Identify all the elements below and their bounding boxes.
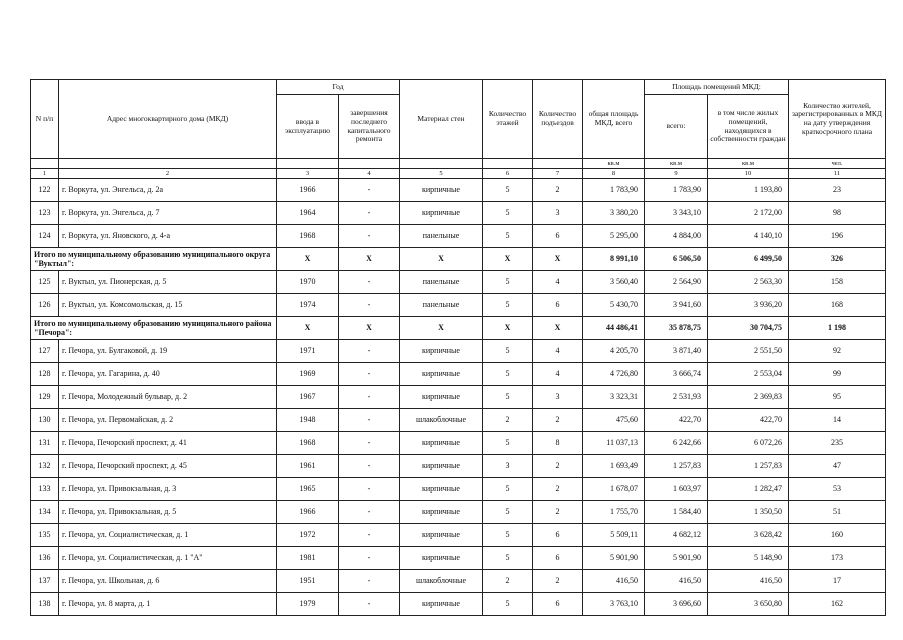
row-area-citizens: 4 140,10	[708, 225, 789, 248]
table-row	[31, 179, 886, 202]
table-row	[31, 524, 886, 547]
row-number: 132	[31, 455, 59, 478]
row-area-citizens: 2 553,04	[708, 363, 789, 386]
table-row	[31, 363, 886, 386]
unit-sqm-total: кв.м	[583, 159, 645, 169]
row-year-repair: -	[339, 524, 400, 547]
row-total-area: 416,50	[583, 570, 645, 593]
column-number: 6	[483, 169, 533, 179]
row-address: г. Печора, ул. Социалистическая, д. 1	[59, 524, 277, 547]
row-total-area: 1 783,90	[583, 179, 645, 202]
total-area-citizens-sum: 6 499,50	[708, 248, 789, 271]
row-total-area: 3 560,40	[583, 271, 645, 294]
row-address: г. Печора, ул. Школьная, д. 6	[59, 570, 277, 593]
row-year-repair: -	[339, 547, 400, 570]
row-number: 138	[31, 593, 59, 616]
row-area-citizens: 6 072,26	[708, 432, 789, 455]
row-entrances: 2	[533, 409, 583, 432]
row-number: 137	[31, 570, 59, 593]
row-entrances: 6	[533, 524, 583, 547]
column-number: 7	[533, 169, 583, 179]
row-address: г. Печора, Печорский проспект, д. 45	[59, 455, 277, 478]
column-number: 2	[59, 169, 277, 179]
table-row	[31, 547, 886, 570]
total-label: Итого по муниципальному образованию муниципального округа "Вуктыл":	[31, 248, 277, 271]
row-total-area: 3 323,31	[583, 386, 645, 409]
row-area-citizens: 422,70	[708, 409, 789, 432]
row-entrances: 6	[533, 294, 583, 317]
header-row-top	[31, 80, 886, 95]
row-address: г. Печора, ул. Привокзальная, д. 3	[59, 478, 277, 501]
row-total-area: 4 205,70	[583, 340, 645, 363]
row-year-repair: -	[339, 225, 400, 248]
row-residents: 98	[789, 202, 886, 225]
total-cell: X	[483, 317, 533, 340]
row-year-repair: -	[339, 570, 400, 593]
row-address: г. Воркута, ул. Яновского, д. 4-а	[59, 225, 277, 248]
row-year-commission: 1971	[277, 340, 339, 363]
total-cell: X	[533, 317, 583, 340]
column-number: 4	[339, 169, 400, 179]
row-floors: 5	[483, 271, 533, 294]
row-wall-material: кирпичные	[400, 179, 483, 202]
row-area-citizens: 1 282,47	[708, 478, 789, 501]
row-area-citizens: 3 628,42	[708, 524, 789, 547]
row-entrances: 3	[533, 386, 583, 409]
row-year-commission: 1966	[277, 501, 339, 524]
row-year-commission: 1972	[277, 524, 339, 547]
row-number: 126	[31, 294, 59, 317]
total-cell: X	[400, 317, 483, 340]
row-floors: 5	[483, 593, 533, 616]
total-cell: X	[339, 248, 400, 271]
row-year-repair: -	[339, 409, 400, 432]
col-header-area-citizens: в том числе жилых помещений, находящихся в собственности граждан	[708, 95, 789, 159]
col-header-year-group: Год	[277, 80, 400, 95]
row-area-citizens: 3 650,80	[708, 593, 789, 616]
unit-cell	[400, 159, 483, 169]
row-number: 123	[31, 202, 59, 225]
row-wall-material: кирпичные	[400, 593, 483, 616]
row-total-area: 4 726,80	[583, 363, 645, 386]
unit-cell	[339, 159, 400, 169]
row-total-area: 5 509,11	[583, 524, 645, 547]
row-wall-material: панельные	[400, 225, 483, 248]
row-residents: 160	[789, 524, 886, 547]
row-area-all: 1 783,90	[645, 179, 708, 202]
row-wall-material: шлакоблочные	[400, 409, 483, 432]
row-year-repair: -	[339, 593, 400, 616]
row-entrances: 8	[533, 432, 583, 455]
row-total-area: 3 763,10	[583, 593, 645, 616]
row-residents: 168	[789, 294, 886, 317]
units-row	[31, 159, 886, 169]
row-year-commission: 1974	[277, 294, 339, 317]
row-number: 133	[31, 478, 59, 501]
row-year-commission: 1951	[277, 570, 339, 593]
row-year-commission: 1961	[277, 455, 339, 478]
unit-sqm-all: кв.м	[645, 159, 708, 169]
row-floors: 5	[483, 547, 533, 570]
row-year-repair: -	[339, 271, 400, 294]
table-row	[31, 409, 886, 432]
unit-cell	[483, 159, 533, 169]
row-year-repair: -	[339, 294, 400, 317]
table-row	[31, 225, 886, 248]
row-year-commission: 1948	[277, 409, 339, 432]
row-entrances: 6	[533, 547, 583, 570]
row-address: г. Печора, ул. Социалистическая, д. 1 "А"	[59, 547, 277, 570]
row-year-commission: 1967	[277, 386, 339, 409]
row-residents: 53	[789, 478, 886, 501]
row-area-all: 1 584,40	[645, 501, 708, 524]
total-cell: X	[277, 317, 339, 340]
col-header-year-commission: ввода в эксплуатацию	[277, 95, 339, 159]
unit-cell	[31, 159, 59, 169]
row-year-repair: -	[339, 363, 400, 386]
row-wall-material: кирпичные	[400, 386, 483, 409]
table-row	[31, 478, 886, 501]
row-residents: 47	[789, 455, 886, 478]
row-floors: 5	[483, 386, 533, 409]
row-floors: 5	[483, 363, 533, 386]
total-area-sum: 8 991,10	[583, 248, 645, 271]
row-year-commission: 1968	[277, 225, 339, 248]
housing-register-table	[30, 79, 886, 616]
unit-cell	[533, 159, 583, 169]
row-year-commission: 1965	[277, 478, 339, 501]
column-number: 9	[645, 169, 708, 179]
row-area-citizens: 2 369,83	[708, 386, 789, 409]
col-header-area-group: Площадь помещений МКД:	[645, 80, 789, 95]
row-year-commission: 1970	[277, 271, 339, 294]
unit-people: чел.	[789, 159, 886, 169]
row-address: г. Воркута, ул. Энгельса, д. 2а	[59, 179, 277, 202]
row-entrances: 2	[533, 570, 583, 593]
row-year-commission: 1964	[277, 202, 339, 225]
table-row	[31, 294, 886, 317]
row-number: 127	[31, 340, 59, 363]
row-area-all: 3 941,60	[645, 294, 708, 317]
row-total-area: 1 755,70	[583, 501, 645, 524]
row-floors: 5	[483, 501, 533, 524]
row-year-repair: -	[339, 455, 400, 478]
row-residents: 14	[789, 409, 886, 432]
row-total-area: 5 295,00	[583, 225, 645, 248]
row-address: г. Воркута, ул. Энгельса, д. 7	[59, 202, 277, 225]
row-year-repair: -	[339, 179, 400, 202]
row-number: 135	[31, 524, 59, 547]
row-area-all: 6 242,66	[645, 432, 708, 455]
row-year-commission: 1968	[277, 432, 339, 455]
row-residents: 92	[789, 340, 886, 363]
total-label: Итого по муниципальному образованию муниципального района "Печора":	[31, 317, 277, 340]
row-floors: 5	[483, 225, 533, 248]
row-area-citizens: 2 563,30	[708, 271, 789, 294]
total-cell: X	[533, 248, 583, 271]
table-row	[31, 593, 886, 616]
row-residents: 99	[789, 363, 886, 386]
row-entrances: 6	[533, 593, 583, 616]
column-number: 11	[789, 169, 886, 179]
row-area-citizens: 2 551,50	[708, 340, 789, 363]
row-area-all: 1 603,97	[645, 478, 708, 501]
row-residents: 162	[789, 593, 886, 616]
row-number: 136	[31, 547, 59, 570]
row-wall-material: панельные	[400, 294, 483, 317]
row-area-citizens: 5 148,90	[708, 547, 789, 570]
column-number-row	[31, 169, 886, 179]
column-number: 8	[583, 169, 645, 179]
row-number: 124	[31, 225, 59, 248]
row-entrances: 4	[533, 271, 583, 294]
row-number: 131	[31, 432, 59, 455]
row-floors: 2	[483, 570, 533, 593]
table-body	[31, 179, 886, 616]
row-total-area: 5 901,90	[583, 547, 645, 570]
row-address: г. Печора, ул. Булгаковой, д. 19	[59, 340, 277, 363]
row-area-all: 2 564,90	[645, 271, 708, 294]
row-entrances: 4	[533, 340, 583, 363]
total-residents-sum: 1 198	[789, 317, 886, 340]
row-area-citizens: 416,50	[708, 570, 789, 593]
row-total-area: 11 037,13	[583, 432, 645, 455]
row-year-commission: 1966	[277, 179, 339, 202]
total-cell: X	[400, 248, 483, 271]
row-wall-material: кирпичные	[400, 547, 483, 570]
col-header-material: Материал стен	[400, 80, 483, 159]
row-entrances: 2	[533, 455, 583, 478]
row-entrances: 3	[533, 202, 583, 225]
row-floors: 5	[483, 524, 533, 547]
row-wall-material: кирпичные	[400, 501, 483, 524]
table-row	[31, 455, 886, 478]
row-wall-material: кирпичные	[400, 202, 483, 225]
row-area-citizens: 1 257,83	[708, 455, 789, 478]
row-year-repair: -	[339, 202, 400, 225]
row-year-repair: -	[339, 478, 400, 501]
row-area-all: 2 531,93	[645, 386, 708, 409]
row-wall-material: кирпичные	[400, 432, 483, 455]
row-residents: 235	[789, 432, 886, 455]
row-total-area: 1 678,07	[583, 478, 645, 501]
row-address: г. Печора, ул. Первомайская, д. 2	[59, 409, 277, 432]
row-number: 134	[31, 501, 59, 524]
row-address: г. Печора, Печорский проспект, д. 41	[59, 432, 277, 455]
row-wall-material: панельные	[400, 271, 483, 294]
row-total-area: 5 430,70	[583, 294, 645, 317]
table-row	[31, 570, 886, 593]
row-year-commission: 1979	[277, 593, 339, 616]
row-floors: 5	[483, 202, 533, 225]
row-wall-material: кирпичные	[400, 340, 483, 363]
row-floors: 2	[483, 409, 533, 432]
row-address: г. Вуктыл, ул. Комсомольская, д. 15	[59, 294, 277, 317]
row-residents: 51	[789, 501, 886, 524]
row-area-all: 422,70	[645, 409, 708, 432]
row-entrances: 2	[533, 179, 583, 202]
total-cell: X	[339, 317, 400, 340]
col-header-entrances: Количество подъездов	[533, 80, 583, 159]
table-row	[31, 202, 886, 225]
row-residents: 196	[789, 225, 886, 248]
row-number: 125	[31, 271, 59, 294]
table-row	[31, 271, 886, 294]
row-area-all: 4 884,00	[645, 225, 708, 248]
total-row	[31, 248, 886, 271]
col-header-year-repair: завершения последнего капитального ремонта	[339, 95, 400, 159]
row-residents: 17	[789, 570, 886, 593]
row-floors: 5	[483, 179, 533, 202]
col-header-address: Адрес многоквартирного дома (МКД)	[59, 80, 277, 159]
row-total-area: 3 380,20	[583, 202, 645, 225]
total-area-all-sum: 35 878,75	[645, 317, 708, 340]
row-area-citizens: 2 172,00	[708, 202, 789, 225]
total-area-citizens-sum: 30 704,75	[708, 317, 789, 340]
column-number: 1	[31, 169, 59, 179]
row-area-all: 3 871,40	[645, 340, 708, 363]
row-year-repair: -	[339, 501, 400, 524]
row-year-repair: -	[339, 340, 400, 363]
row-wall-material: кирпичные	[400, 455, 483, 478]
row-area-all: 3 666,74	[645, 363, 708, 386]
row-residents: 158	[789, 271, 886, 294]
row-entrances: 6	[533, 225, 583, 248]
row-residents: 95	[789, 386, 886, 409]
col-header-total-area: общая площадь МКД, всего	[583, 80, 645, 159]
row-year-commission: 1969	[277, 363, 339, 386]
row-area-all: 3 696,60	[645, 593, 708, 616]
total-area-all-sum: 6 506,50	[645, 248, 708, 271]
row-wall-material: кирпичные	[400, 363, 483, 386]
row-wall-material: кирпичные	[400, 478, 483, 501]
row-residents: 173	[789, 547, 886, 570]
row-entrances: 4	[533, 363, 583, 386]
total-cell: X	[483, 248, 533, 271]
row-address: г. Вуктыл, ул. Пионерская, д. 5	[59, 271, 277, 294]
row-address: г. Печора, Молодежный бульвар, д. 2	[59, 386, 277, 409]
row-wall-material: кирпичные	[400, 524, 483, 547]
row-floors: 5	[483, 340, 533, 363]
unit-sqm-citizens: кв.м	[708, 159, 789, 169]
row-wall-material: шлакоблочные	[400, 570, 483, 593]
column-number: 10	[708, 169, 789, 179]
row-floors: 3	[483, 455, 533, 478]
total-area-sum: 44 486,41	[583, 317, 645, 340]
row-area-citizens: 1 193,80	[708, 179, 789, 202]
row-year-repair: -	[339, 432, 400, 455]
row-floors: 5	[483, 432, 533, 455]
row-number: 128	[31, 363, 59, 386]
total-residents-sum: 326	[789, 248, 886, 271]
row-area-all: 1 257,83	[645, 455, 708, 478]
col-header-floors: Количество этажей	[483, 80, 533, 159]
row-number: 129	[31, 386, 59, 409]
row-total-area: 1 693,49	[583, 455, 645, 478]
total-row	[31, 317, 886, 340]
row-area-all: 3 343,10	[645, 202, 708, 225]
table-row	[31, 340, 886, 363]
col-header-residents: Количество жителей, зарегистрированных в МКД на дату утверждения краткосрочного плана	[789, 80, 886, 159]
unit-cell	[277, 159, 339, 169]
row-address: г. Печора, ул. Привокзальная, д. 5	[59, 501, 277, 524]
row-entrances: 2	[533, 478, 583, 501]
table-row	[31, 501, 886, 524]
row-floors: 5	[483, 294, 533, 317]
row-total-area: 475,60	[583, 409, 645, 432]
row-area-citizens: 1 350,50	[708, 501, 789, 524]
row-entrances: 2	[533, 501, 583, 524]
row-number: 130	[31, 409, 59, 432]
row-area-all: 4 682,12	[645, 524, 708, 547]
row-floors: 5	[483, 478, 533, 501]
row-area-all: 416,50	[645, 570, 708, 593]
row-address: г. Печора, ул. Гагарина, д. 40	[59, 363, 277, 386]
row-address: г. Печора, ул. 8 марта, д. 1	[59, 593, 277, 616]
total-cell: X	[277, 248, 339, 271]
col-header-n: N п/п	[31, 80, 59, 159]
row-area-citizens: 3 936,20	[708, 294, 789, 317]
row-number: 122	[31, 179, 59, 202]
row-area-all: 5 901,90	[645, 547, 708, 570]
row-residents: 23	[789, 179, 886, 202]
column-number: 5	[400, 169, 483, 179]
column-number: 3	[277, 169, 339, 179]
row-year-repair: -	[339, 386, 400, 409]
unit-cell	[59, 159, 277, 169]
row-year-commission: 1981	[277, 547, 339, 570]
table-row	[31, 432, 886, 455]
table-row	[31, 386, 886, 409]
col-header-area-all: всего:	[645, 95, 708, 159]
